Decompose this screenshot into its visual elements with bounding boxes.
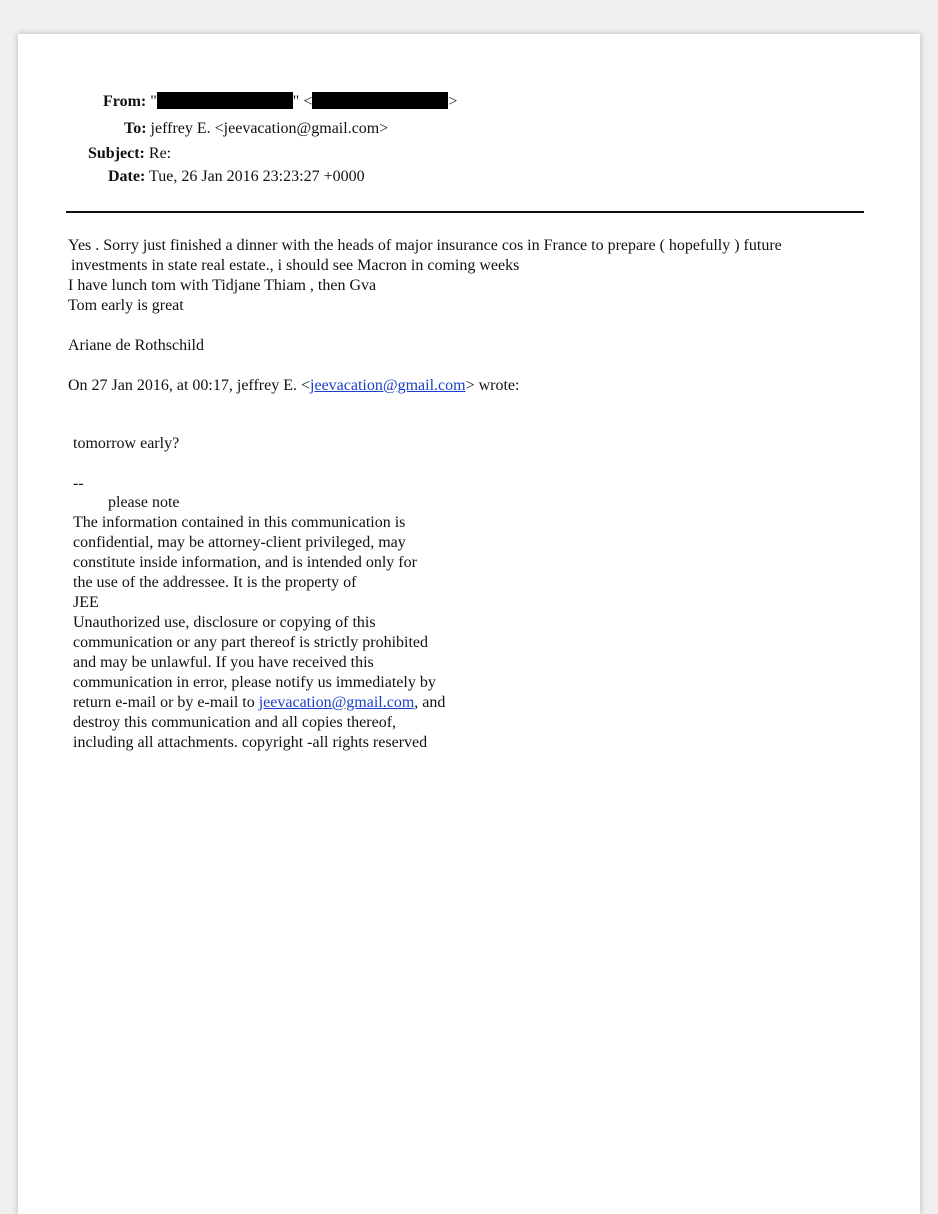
body-line: Yes . Sorry just finished a dinner with the heads of major insurance cos in France to prepare ( hopefully ) future bbox=[68, 237, 782, 254]
header-subject bbox=[88, 144, 171, 164]
from-label: From: bbox=[103, 93, 147, 110]
header-to bbox=[124, 119, 388, 139]
body-line: I have lunch tom with Tidjane Thiam , then Gva bbox=[68, 277, 377, 294]
header-divider bbox=[66, 211, 864, 213]
quote-intro-suffix: > wrote: bbox=[465, 377, 520, 394]
date-value: Tue, 26 Jan 2016 23:23:27 +0000 bbox=[149, 168, 365, 185]
body-line: investments in state real estate., i should see Macron in coming weeks bbox=[71, 257, 520, 274]
header-date bbox=[108, 167, 365, 187]
disclaimer-line: the use of the addressee. It is the property of bbox=[73, 574, 357, 591]
signature-separator: -- bbox=[73, 475, 84, 492]
disclaimer-line: destroy this communication and all copies thereof, bbox=[73, 714, 397, 731]
disclaimer-line: confidential, may be attorney-client privileged, may bbox=[73, 534, 406, 551]
subject-label: Subject: bbox=[88, 145, 145, 162]
signature: Ariane de Rothschild bbox=[68, 337, 204, 354]
from-quote-open: " bbox=[150, 93, 157, 110]
to-value: jeffrey E. <jeevacation@gmail.com> bbox=[150, 120, 389, 137]
quote-intro-prefix: On 27 Jan 2016, at 00:17, jeffrey E. < bbox=[68, 377, 311, 394]
body-line: Tom early is great bbox=[68, 297, 184, 314]
disclaimer-line: constitute inside information, and is intended only for bbox=[73, 554, 417, 571]
quoted-message: tomorrow early? bbox=[73, 435, 180, 452]
disclaimer-line: communication in error, please notify us immediately by bbox=[73, 674, 436, 691]
subject-value: Re: bbox=[148, 145, 172, 162]
disclaimer-line: The information contained in this communication is bbox=[73, 514, 406, 531]
disclaimer-email-link[interactable]: jeevacation@gmail.com bbox=[258, 694, 415, 711]
disclaimer-line: JEE bbox=[73, 594, 99, 611]
quote-intro bbox=[68, 376, 519, 396]
header-from bbox=[103, 92, 457, 112]
disclaimer-line: and may be unlawful. If you have received this bbox=[73, 654, 374, 671]
redacted-sender-email bbox=[312, 92, 448, 109]
to-label: To: bbox=[124, 120, 147, 137]
disclaimer-line: Unauthorized use, disclosure or copying of this bbox=[73, 614, 376, 631]
return-prefix: return e-mail or by e-mail to bbox=[73, 694, 259, 711]
return-suffix: , and bbox=[414, 694, 446, 711]
from-quote-close: " < bbox=[292, 93, 313, 110]
disclaimer-return-line bbox=[73, 693, 445, 713]
quote-email-link[interactable]: jeevacation@gmail.com bbox=[310, 377, 466, 394]
disclaimer-line: communication or any part thereof is strictly prohibited bbox=[73, 634, 429, 651]
document-page bbox=[18, 34, 920, 1214]
date-label: Date: bbox=[108, 168, 146, 185]
please-note: please note bbox=[108, 494, 180, 511]
from-close: > bbox=[448, 93, 458, 110]
disclaimer-line: including all attachments. copyright -all rights reserved bbox=[73, 734, 428, 751]
redacted-sender-name bbox=[157, 92, 293, 109]
